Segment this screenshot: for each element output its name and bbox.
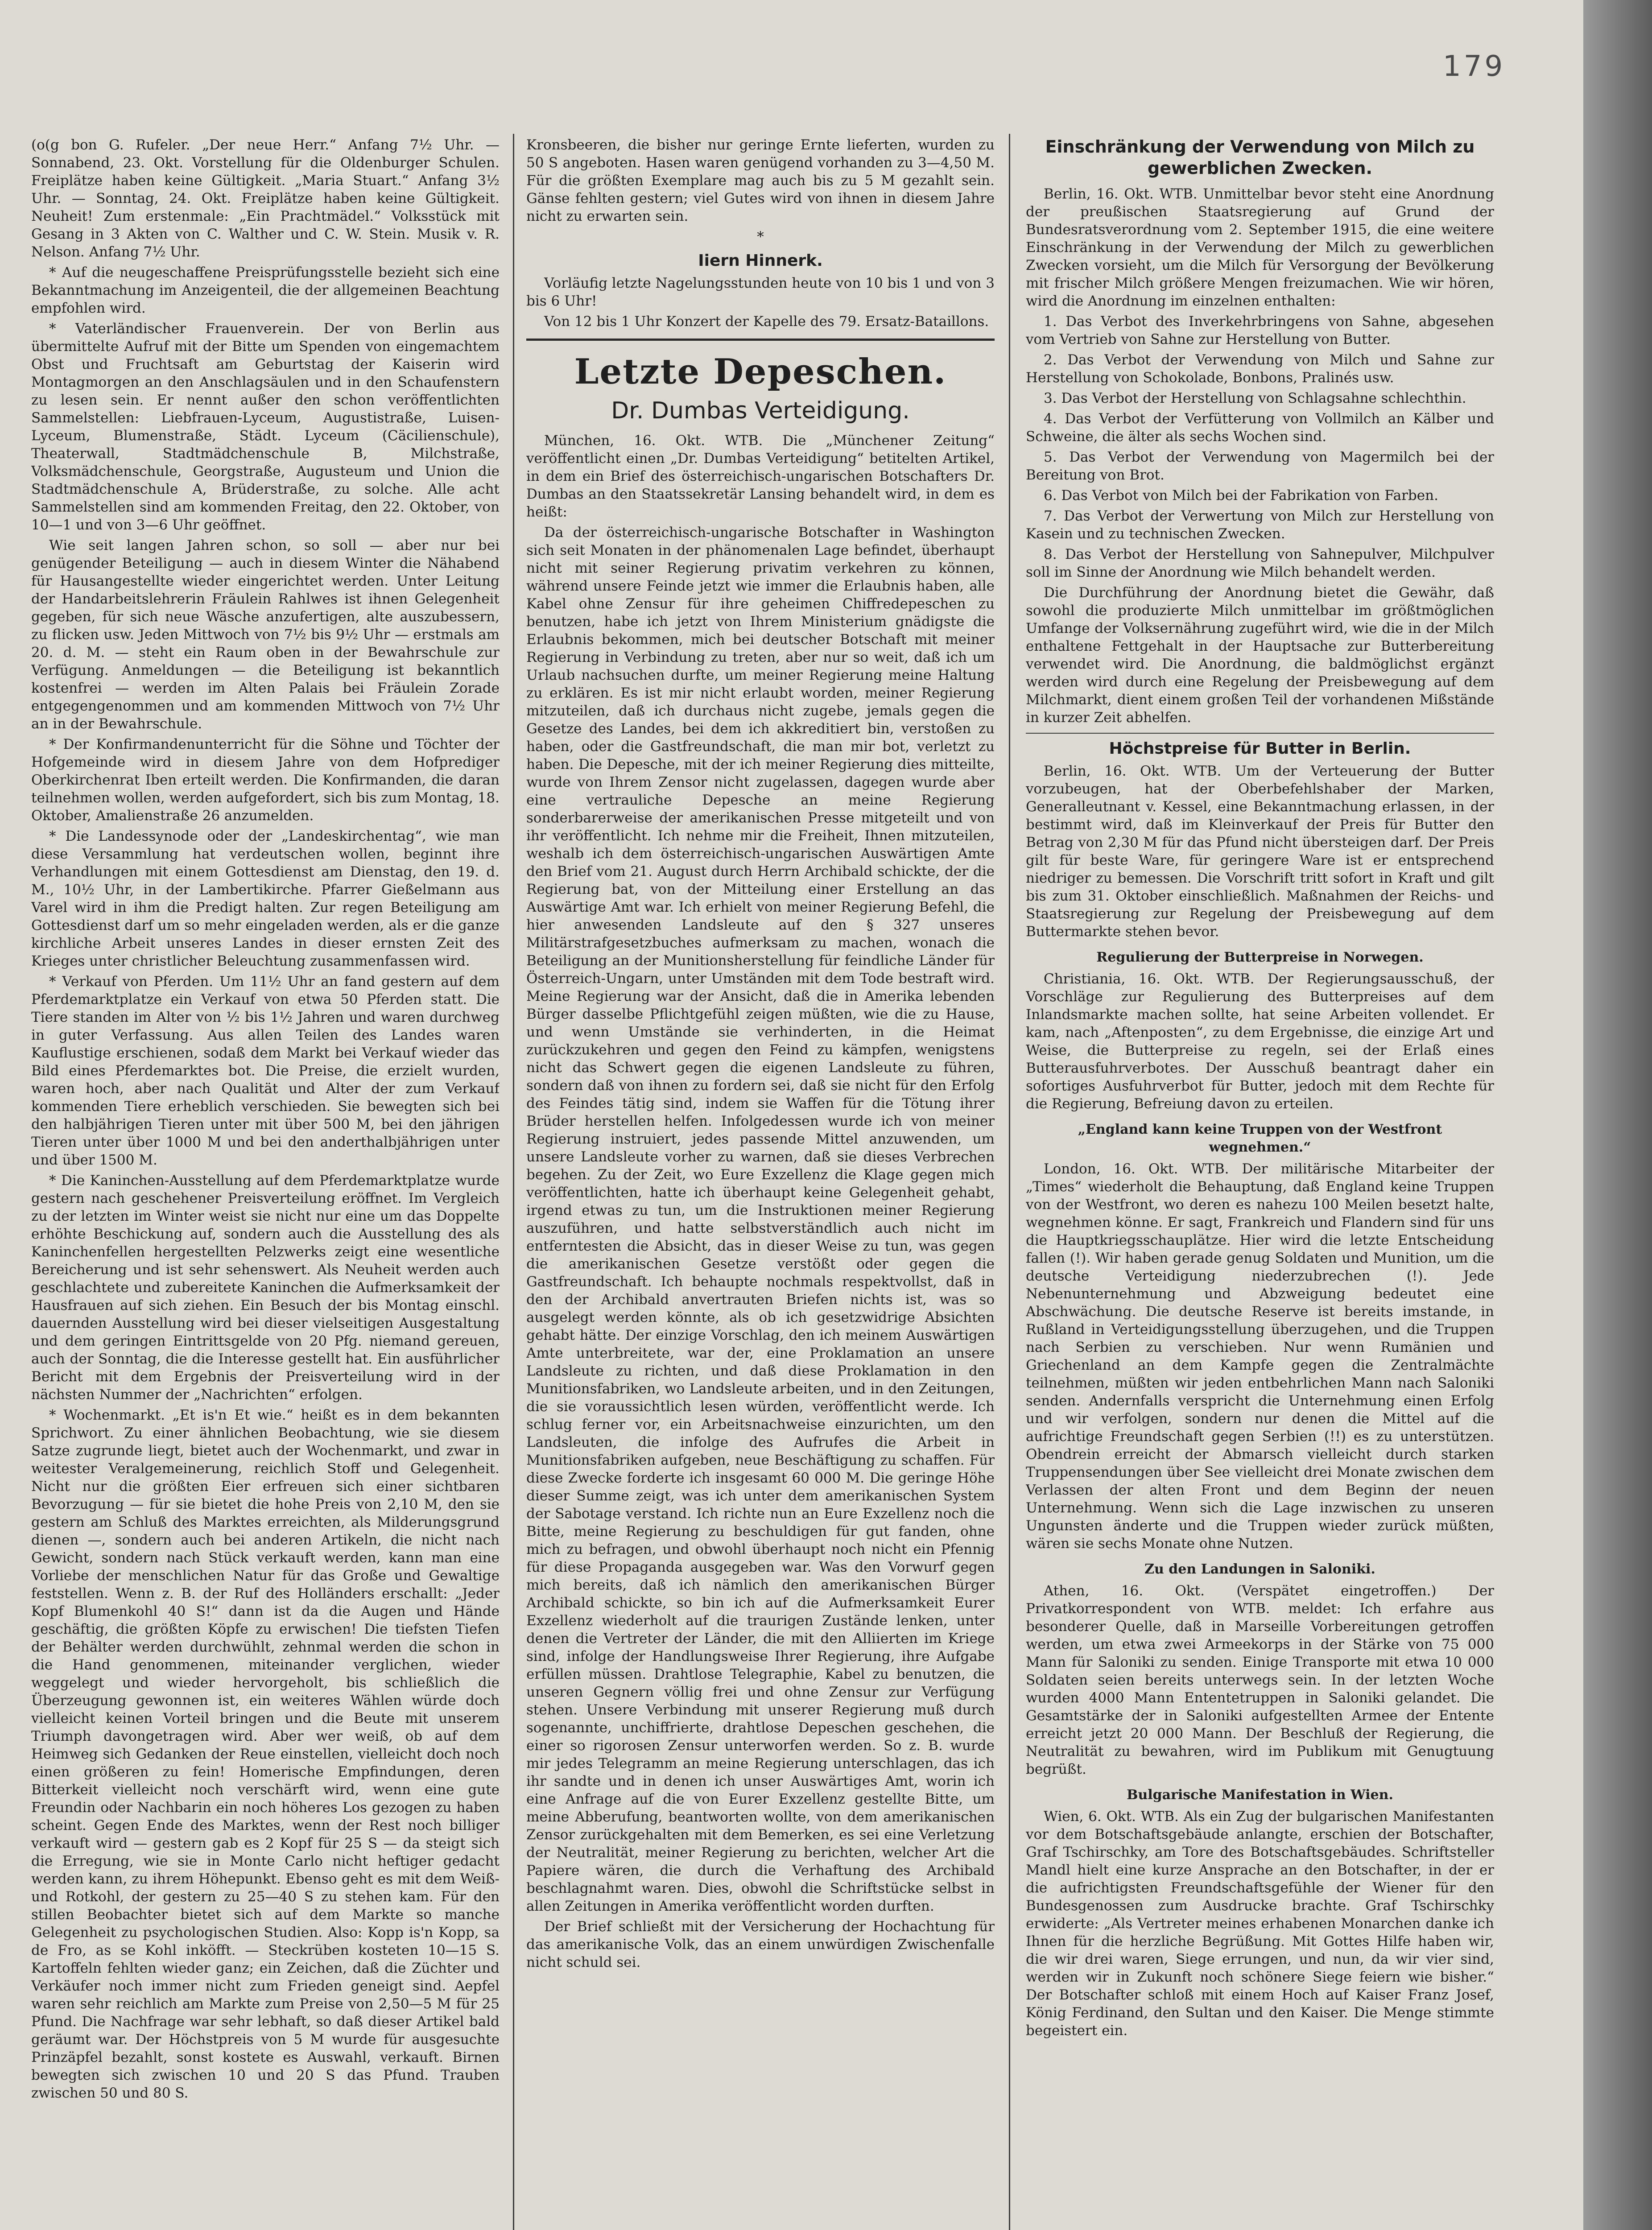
list-item: 3. Das Verbot der Herstellung von Schlagsahne schlechthin.: [1044, 390, 1466, 406]
list-item: 4. Das Verbot der Verfütterung von Vollmilch an Kälber und Schweine, die älter als sechs Wochen sind.: [1026, 411, 1494, 445]
list-item: 8. Das Verbot der Herstellung von Sahnepulver, Milchpulver soll im Sinne der Anordnung wie Milch behandelt werden.: [1026, 546, 1494, 580]
paragraph: * Vaterländischer Frauenverein. Der von Berlin aus übermittelte Aufruf mit der Bitte um Spenden von eingemachtem Obst und Fruchtsaft am Geburtstag der Kaiserin wird Montagmorgen an den Anschlagsäulen und in den Schaufenstern zu lesen sein. Er nennt außer den schon veröffentlichten Sammelstellen: Liebfrauen-Lyceum, Augustistraße, Luisen-Lyceum, Blumenstraße, Städt. Lyceum (Cäcilienschule), Theaterwall, Stadtmädchenschule B, Milchstraße, Volksmädchenschule, Georgstraße, Augusteum und Union die Stadtmädchenschule A, Brüderstraße, zu solche. Alle acht Sammelstellen sind am kommenden Freitag, den 22. Oktober, von 10—1 und von 3—6 Uhr geöffnet.: [31, 321, 500, 533]
list-item: 2. Das Verbot der Verwendung von Milch und Sahne zur Herstellung von Schokolade, Bonbons, Pralinés usw.: [1026, 352, 1494, 386]
list-item: 7. Das Verbot der Verwertung von Milch zur Herstellung von Kasein und zu technischen Zwecken.: [1026, 508, 1494, 542]
column-rule-2: [1009, 134, 1010, 2230]
list-item: 6. Das Verbot von Milch bei der Fabrikation von Farben.: [1044, 487, 1438, 504]
column-local-news: [31, 136, 500, 2230]
paragraph: London, 16. Okt. WTB. Der militärische Mitarbeiter der „Times“ wiederholt die Behauptung, daß England keine Truppen von der Westfront, wo deren es nahezu 100 Meilen besetzt halte, wegnehmen könne. Er sagt, Frankreich und Flandern sind für uns die Hauptkriegsschauplätze. Hier wird die letzte Entscheidung fallen (!). Wir haben gerade genug Soldaten und Munition, um die deutsche Verteidigung niederzubrechen (!). Jede Nebenunternehmung und Abzweigung bedeutet eine Abschwächung. Die deutsche Reserve ist bereits imstande, in Rußland in Verteidigungsstellung überzugehen, und die Truppen nach Serbien zu verschieben. Nur wenn Rumänien und Griechenland an dem Kampfe gegen die Zentralmächte teilnehmen, müßten wir jeden entbehrlichen Mann nach Saloniki senden. Andernfalls verspricht die Unternehmung einen Erfolg und wir verfolgen, sondern nur denen die Mittel auf die aufrichtige Freundschaft gegen Serbien (!!) es zu unterstützen. Obendrein erreicht der Abmarsch vielleicht durch starken Truppensendungen über See vielleicht drei Monate zwischen dem Verlassen der alten Front und dem Beginn der neuen Unternehmung. Wenn sich die Lage inzwischen zu unseren Ungunsten änderte und die Truppen wieder zurück müßten, wären sie sechs Monate ohne Nutzen.: [1026, 1161, 1494, 1552]
paragraph: * Die Landessynode oder der „Landeskirchentag“, wie man diese Versammlung hat verdeutschen wollen, beginnt ihre Verhandlungen mit einem Gottesdienst am Dienstag, den 19. d. M., 10½ Uhr, in der Lambertikirche. Pfarrer Gießelmann aus Varel wird in ihm die Predigt halten. Zur regen Beteiligung am Gottesdienst darf um so mehr eingeladen werden, als er die ganze kirchliche Arbeit unseres Landes in dieser ernsten Zeit des Krieges unter christlicher Beleuchtung zusammenfassen wird.: [31, 828, 500, 969]
article-heading: Dr. Dumbas Verteidigung.: [611, 397, 910, 424]
list-item: 5. Das Verbot der Verwendung von Magermilch bei der Bereitung von Brot.: [1026, 449, 1494, 483]
westfront-heading: „England kann keine Truppen von der Westfront wegnehmen.“: [1078, 1122, 1442, 1155]
norway-butter-heading: Regulierung der Butterpreise in Norwegen.: [1096, 950, 1424, 965]
paragraph: Der Brief schließt mit der Versicherung der Hochachtung für das amerikanische Volk, das an einem unwürdigen Zwischenfalle nicht schuld sei.: [526, 1919, 995, 1970]
section-divider: [526, 339, 995, 341]
column-rule-1: [513, 134, 514, 2230]
saloniki-heading: Zu den Landungen in Saloniki.: [1144, 1561, 1375, 1577]
paragraph: Berlin, 16. Okt. WTB. Unmittelbar bevor steht eine Anordnung der preußischen Staatsregierung auf Grund der Bundesratsverordnung vom 2. September 1915, die eine weitere Einschränkung in der Verwendung der Milch zu gewerblichen Zwecken vorsieht, um die Milch für Versorgung der Bevölkerung mit frischer Milch größere Mengen freizumachen. Wie wir hören, wird die Anordnung im einzelnen enthalten:: [1026, 186, 1494, 309]
column-economy-war: [1026, 136, 1494, 2230]
page-number: 179: [1443, 50, 1506, 83]
paragraph: München, 16. Okt. WTB. Die „Münchener Zeitung“ veröffentlicht einen „Dr. Dumbas Verteidigung“ betitelten Artikel, in dem ein Brief des österreichisch-ungarischen Botschafters Dr. Dumbas an den Staatssekretär Lansing behandelt wird, in dem es heißt:: [526, 433, 995, 520]
paragraph: * Die Kaninchen-Ausstellung auf dem Pferdemarktplatze wurde gestern nach geschehener Preisverteilung eröffnet. Im Vergleich zu der letzten im Winter weist sie nicht nur eine um das Doppelte erhöhte Beschickung auf, sondern auch die Ausstellung des als Kaninchenfellen hergestellten Pelzwerks zeigt eine wesentliche Bereicherung und ist sehr sehenswert. Als Neuheit werden auch geschlachtete und zubereitete Kaninchen die Aufmerksamkeit der Hausfrauen auf sich ziehen. Ein Besuch der bis Montag einschl. dauernden Ausstellung wird bei dieser vielseitigen Ausgestaltung und dem geringen Eintrittsgelde von 20 Pfg. niemand gereuen, auch der Sonntag, die die Interesse gestellt hat. Ein ausführlicher Bericht mit dem Ergebnis der Preisverteilung wird in der nächsten Nummer der „Nachrichten“ erfolgen.: [31, 1173, 500, 1403]
column-dispatches: [526, 136, 995, 2230]
paragraph: Wie seit langen Jahren schon, so soll — aber nur bei genügender Beteiligung — auch in diesem Winter die Nähabend für Hausangestellte wieder eingerichtet werden. Unter Leitung der Handarbeitslehrerin Fräulein Rahlwes ist ihnen Gelegenheit gegeben, für sich neue Wäsche anzufertigen, alte auszubessern, zu flicken usw. Jeden Mittwoch von 7½ bis 9½ Uhr — erstmals am 20. d. M. — steht ein Raum oben in der Bewahrschule zur Verfügung. Anmeldungen — die Beteiligung ist bekanntlich kostenfrei — werden im Alten Palais bei Fräulein Zorade entgegengenommen und am kommenden Mittwoch von 7½ Uhr an in der Bewahrschule.: [31, 537, 500, 732]
paragraph: Christiania, 16. Okt. WTB. Der Regierungsausschuß, der Vorschläge zur Regulierung des Butterpreises auf dem Inlandsmarkte machen sollte, hat seine Arbeiten vollendet. Er kam, nach „Aftenposten“, zu dem Ergebnisse, die einzige Art und Weise, die Butterpreise zu regeln, sei der Erlaß eines Butterausfuhrverbotes. Der Ausschuß beantragt daher ein sofortiges Ausfuhrverbot für Butter, jedoch mit dem Rechte für die Regierung, Befreiung davon zu erteilen.: [1026, 971, 1494, 1112]
paragraph: * Verkauf von Pferden. Um 11½ Uhr an fand gestern auf dem Pferdemarktplatze ein Verkauf von etwa 50 Pferden statt. Die Tiere standen im Alter von ½ bis 1½ Jahren und waren durchweg in guter Verfassung. Aus allen Teilen des Landes waren Kauflustige erschienen, sodaß dem Markt bei Verkauf wieder das Bild eines Pferdemarktes bot. Die Preise, die erzielt wurden, waren hoch, aber nach Qualität und Alter der zum Verkauf kommenden Tiere erheblich verschieden. Sie bewegten sich bei den halbjährigen Tieren unter mit über 500 M, bei den jährigen Tieren unter über 1000 M und bei den anderthalbjährigen unter und über 1500 M.: [31, 974, 500, 1168]
paragraph: (o(g bon G. Rufeler. „Der neue Herr.“ Anfang 7½ Uhr. — Sonnabend, 23. Okt. Vorstellung für die Oldenburger Schulen. Freiplätze haben keine Gültigkeit. „Maria Stuart.“ Anfang 3½ Uhr. — Sonntag, 24. Okt. Freiplätze haben keine Gültigkeit. Neuheit! Zum erstenmale: „Ein Prachtmädel.“ Volksstück mit Gesang in 3 Akten von C. Walther und C. W. Stein. Musik v. R. Nelson. Anfang 7½ Uhr.: [31, 137, 500, 260]
paragraph: Wien, 6. Okt. WTB. Als ein Zug der bulgarischen Manifestanten vor dem Botschaftsgebäude anlangte, erschien der Botschafter, Graf Tschirschky, am Tore des Botschaftsgebäudes. Schriftsteller Mandl hielt eine kurze Ansprache an den Botschafter, in der er die aufrichtigsten Freundschaftsgefühle der Wiener für den Bundesgenossen zum Ausdrucke brachte. Graf Tschirschky erwiderte: „Als Vertreter meines erhabenen Monarchen danke ich Ihnen für die herzliche Begrüßung. Mit Gottes Hilfe haben wir, die wir drei waren, Siege errungen, und nun, da wir vier sind, werden wir in Zukunft noch schönere Siege feiern wie bisher.“ Der Botschafter schloß mit einem Hoch auf Kaiser Franz Josef, König Ferdinand, den Sultan und den Kaiser. Die Menge stimmte begeistert ein.: [1026, 1809, 1494, 2039]
paragraph: Von 12 bis 1 Uhr Konzert der Kapelle des 79. Ersatz-Bataillons.: [544, 314, 989, 330]
paragraph: * Der Konfirmandenunterricht für die Söhne und Töchter der Hofgemeinde wird in diesem Jahre von dem Hofprediger Oberkirchenrat Iben erteilt werden. Die Konfirmanden, die daran teilnehmen wollen, werden aufgefordert, sich bis zum Montag, 18. Oktober, Amalienstraße 26 anzumelden.: [31, 736, 500, 824]
paragraph: Berlin, 16. Okt. WTB. Um der Verteuerung der Butter vorzubeugen, hat der Oberbefehlshaber der Marken, Generalleutnant v. Kessel, eine Bekanntmachung erlassen, in der bestimmt wird, daß im Kleinverkauf der Preis für Butter den Betrag von 2,30 M für das Pfund nicht übersteigen darf. Der Preis gilt für beste Ware, für geringere Ware ist er entsprechend niedriger zu bemessen. Die Vorschrift tritt sofort in Kraft und gilt bis zum 31. Oktober einschließlich. Maßnahmen der Reichs- und Staatsregierung zur Regelung der Preisbewegung auf dem Buttermarkte stehen bevor.: [1026, 763, 1494, 940]
vienna-heading: Bulgarische Manifestation in Wien.: [1127, 1787, 1393, 1803]
paragraph: Kronsbeeren, die bisher nur geringe Ernte lieferten, wurden zu 50 S angeboten. Hasen waren genügend vorhanden zu 3—4,50 M. Für die größten Exemplare mag auch bis zu 5 M gezahlt sein. Gänse fehlten gestern; viel Gutes wird von ihnen in diesem Jahre nicht zu erwarten sein.: [526, 137, 995, 224]
paragraph: Da der österreichisch-ungarische Botschafter in Washington sich seit Monaten in der phänomenalen Lage befindet, überhaupt nicht mit seiner Regierung privatim verkehren zu können, während unsere Feinde jetzt wie immer die Erlaubnis haben, alle Kabel ohne Zensur für ihre geheimen Chiffredepeschen zu benutzen, habe ich jetzt von Ihrem Ministerium gnädigste die Erlaubnis bekommen, mich bei deutscher Botschaft mit meiner Regierung in Verbindung zu treten, aber nur so weit, daß ich um Urlaub nachsuchen durfte, um meiner Regierung meine Haltung zu erklären. Es ist mir nicht erlaubt worden, meiner Regierung mitzuteilen, daß ich durchaus nicht zugebe, jemals gegen die Gesetze des Landes, bei dem ich akkreditiert bin, verstoßen zu haben, oder die Gastfreundschaft, die man mir bot, verletzt zu haben. Die Depesche, mit der ich meiner Regierung dies mitteilte, wurde von Ihrem Zensor nicht zugelassen, dagegen wurde aber eine vertrauliche Depesche an meine Regierung sonderbarerweise der amerikanischen Presse mitgeteilt und von ihr veröffentlicht. Ich nehme mir die Freiheit, Ihnen mitzuteilen, weshalb ich dem österreichisch-ungarischen Auswärtigen Amte den Brief vom 21. August durch Herrn Archibald schickte, der die Regierung bat, von der Mitteilung einer Erstellung an das Auswärtige Amt war. Ich erhielt von meiner Regierung Befehl, die hier anwesenden Landsleute auf den § 327 unseres Militärstrafgesetzbuches aufmerksam zu machen, wonach die Beteiligung an der Munitionsherstellung für feindliche Länder für Österreich-Ungarn, unter Umständen mit dem Tode bestraft wird. Meine Regierung war der Ansicht, daß die in Amerika lebenden Bürger dasselbe Pflichtgefühl zeigen müßten, wie die zu Hause, und wenn Umstände sie verhinderten, in die Heimat zurückzukehren und gegen den Feind zu kämpfen, wenigstens nicht das Schwert gegen die eigenen Landsleute zu führen, sondern daß von ihnen zu fordern sei, daß sie nicht für den Erfolg des Feindes tätig sind, indem sie Waffen für die Tötung ihrer Brüder herstellen helfen. Infolgedessen wurde ich von meiner Regierung instruiert, jedes passende Mittel anzuwenden, um unsere Landsleute vorher zu warnen, daß sie dieses Verbrechen begehen. Zu der Zeit, wo Eure Exzellenz die Klage gegen mich veröffentlichten, hatte ich überhaupt keine Gelegenheit gehabt, irgend etwas zu tun, um die Instruktionen meiner Regierung auszuführen, und hatte selbstverständlich auch nicht im entferntesten die Absicht, das in dieser Weise zu tun, was gegen die amerikanischen Gesetze verstößt oder gegen die Gastfreundschaft. Ich behaupte nochmals respektvollst, daß in den der Archibald anvertrauten Briefen nichts ist, was so ausgelegt werden könnte, als ob ich gesetzwidrige Absichten gehabt hätte. Der einzige Vorschlag, den ich meinem Auswärtigen Amte unterbreitete, war der, eine Proklamation an unsere Landsleute zu richten, und daß diese Proklamation in den Munitionsfabriken, wo Landsleute arbeiten, und in den Zeitungen, die sie voraussichtlich lesen würden, veröffentlicht werde. Ich schlug ferner vor, ein Arbeitsnachweise einzurichten, um den Landsleuten, die infolge des Aufrufes die Arbeit in Munitionsfabriken aufgeben, neue Beschäftigung zu schaffen. Für diese Zwecke forderte ich insgesamt 60 000 M. Die geringe Höhe dieser Summe zeigt, was ich unter dem amerikanischen System der Sabotage verstand. Ich richte nun an Eure Exzellenz noch die Bitte, meine Regierung zu beschuldigen für gut fanden, ohne mich zu befragen, und obwohl überhaupt noch nicht ein Pfennig für diese Propaganda ausgegeben war. Was den Vorwurf gegen mich bereits, daß ich nämlich den amerikanischen Bürger Archibald schickte, so bin ich auf die Aufmerksamkeit Eurer Exzellenz wiederholt auf die traurigen Zustände lenken, unter denen die Vertreter der Länder, die mit den Alliierten im Kriege sind, infolge der Handlungsweise Ihrer Regierung, ihre Aufgabe erfüllen müssen. Drahtlose Telegraphie, Kabel zu benutzen, die unseren Gegnern völlig frei und ohne Zensur zur Verfügung stehen. Unsere Verbindung mit unserer Regierung muß durch sogenannte, unchiffrierte, drahtlose Depeschen geschehen, die einer so rigorosen Zensur unterworfen werden. So z. B. wurde mir jedes Telegramm an meine Regierung unterschlagen, das ich ihr sandte und in denen ich unser Auswärtiges Amt, worin ich eine Anfrage auf die von Eurer Exzellenz gestellte Bitte, um meine Abberufung, beantworten wollte, von dem amerikanischen Zensor zurückgehalten mit dem Bemerken, es sei eine Verletzung der Neutralität, meiner Regierung zu berichten, welcher Art die Papiere wären, die durch die Verhaftung des Archibald beschlagnahmt waren. Dies, obwohl die Schriftstücke selbst in allen Zeitungen in Amerika veröffentlicht worden durften.: [526, 524, 995, 1914]
iron-hinnerk-heading: Iiern Hinnerk.: [698, 252, 823, 270]
paragraph: * Wochenmarkt. „Et is'n Et wie.“ heißt es in dem bekannten Sprichwort. Zu einer ähnlichen Beobachtung, wie sie diesem Satze zugrunde liegt, bietet auch der Wochenmarkt, und zwar in weitester Veralgemeinerung, reichlich Stoff und Gelegenheit. Nicht nur die größten Eier erfreuen sich einer sichtbaren Bevorzugung — für sie bietet die hohe Preis von 2,10 M, den sie gestern am Schluß des Marktes erreichten, als Milderungsgrund dienen —, sondern auch bei anderen Artikeln, die nicht nach Gewicht, sondern nach Stück verkauft werden, kann man eine Vorliebe der menschlichen Natur für das Große und Gewaltige feststellen. Wenn z. B. der Ruf des Holländers erschallt: „Jeder Kopf Blumenkohl 40 S!“ dann ist da die Augen und Hände geschäftig, die größten Köpfe zu erwischen! Die tiefsten Tiefen der Behälter werden durchwühlt, zehnmal werden die schon in die Hand genommenen, miteinander verglichen, wieder weggelegt und wieder hervorgeholt, bis schließlich die Überzeugung gewonnen ist, ein weiteres Wählen würde doch vielleicht keinen Vorteil bringen und die Beute mit unserem Triumph davongetragen wird. Aber wer weiß, ob auf dem Heimweg sich Gedanken der Reue einstellen, vielleicht doch noch einen größeren zu fein! Homerische Empfindungen, deren Bitterkeit vielleicht noch verschärft wird, wenn eine gute Freundin oder Nachbarin ein noch höheres Los gezogen zu haben scheint. Gegen Ende des Marktes, wenn der Rest noch billiger verkauft wird — gestern gab es 2 Kopf für 25 S — da steigt sich die Erregung, wie sie in Monte Carlo nicht heftiger gedacht werden kann, zu ihrem Höhepunkt. Ebenso geht es mit dem Weiß- und Rotkohl, der gestern zu 25—40 S zu stehen kam. Für den stillen Beobachter bietet sich auf dem Markte so manche Gelegenheit zu psychologischen Studien. Also: Kopp is'n Kopp, sa de Fro, as se Kohl inköfft. — Steckrüben kosteten 10—15 S. Kartoffeln fehlten wieder ganz; ein Zeichen, daß die Züchter und Verkäufer noch immer nicht zum Frieden geneigt sind. Aepfel waren sehr reichlich am Markte zum Preise von 2,50—5 M für 25 Pfund. Die Nachfrage war sehr lebhaft, so daß dieser Artikel bald geräumt war. Der Höchstpreis von 5 M wurde für ausgesuchte Prinzäpfel bezahlt, sonst kostete es Auswahl, verkauft. Birnen bewegten sich zwischen 10 und 20 S das Pfund. Trauben zwischen 50 und 80 S.: [31, 1407, 500, 2101]
latest-dispatches-heading: Letzte Depeschen.: [574, 351, 947, 392]
section-divider: [1026, 733, 1494, 734]
paragraph: * Auf die neugeschaffene Preisprüfungsstelle bezieht sich eine Bekanntmachung im Anzeigenteil, die der allgemeinen Beachtung empfohlen wird.: [31, 264, 500, 316]
list-item: 1. Das Verbot des Inverkehrbringens von Sahne, abgesehen vom Vertrieb von Sahne zur Herstellung von Butter.: [1026, 314, 1494, 347]
milk-restriction-heading: Einschränkung der Verwendung von Milch zu gewerblichen Zwecken.: [1045, 137, 1475, 178]
separator-star: *: [757, 229, 764, 245]
page-edge-shadow: [1583, 0, 1652, 2230]
butter-prices-heading: Höchstpreise für Butter in Berlin.: [1109, 739, 1411, 758]
paragraph: Vorläufig letzte Nagelungsstunden heute von 10 bis 1 und von 3 bis 6 Uhr!: [526, 275, 995, 309]
paragraph: Die Durchführung der Anordnung bietet die Gewähr, daß sowohl die produzierte Milch unmittelbar im größtmöglichen Umfange der Volksernährung zugeführt wird, wie die in der Milch enthaltene Fettgehalt in der Hauptsache zur Butterbereitung verwendet wird. Die Anordnung, die baldmöglichst ergänzt werden wird durch eine Regelung der Preisbewegung auf dem Milchmarkt, dient einem großen Teil der vorhandenen Mißstände in kurzer Zeit abhelfen.: [1026, 585, 1494, 726]
paragraph: Athen, 16. Okt. (Verspätet eingetroffen.) Der Privatkorrespondent von WTB. meldet: Ich erfahre aus besonderer Quelle, daß in Marseille Vorbereitungen getroffen werden, um etwa zwei Armeekorps in der Stärke von 75 000 Mann für Saloniki zu senden. Einige Transporte mit etwa 10 000 Soldaten seien bereits unterwegs sein. In der letzten Woche wurden 4000 Mann Ententetruppen in Saloniki gelandet. Die Gesamtstärke der in Saloniki aufgestellten Armee der Entente erreicht jetzt 20 000 Mann. Der Beschluß der Regierung, die Neutralität zu bewahren, wird im Publikum mit Genugtuung begrüßt.: [1026, 1583, 1494, 1777]
